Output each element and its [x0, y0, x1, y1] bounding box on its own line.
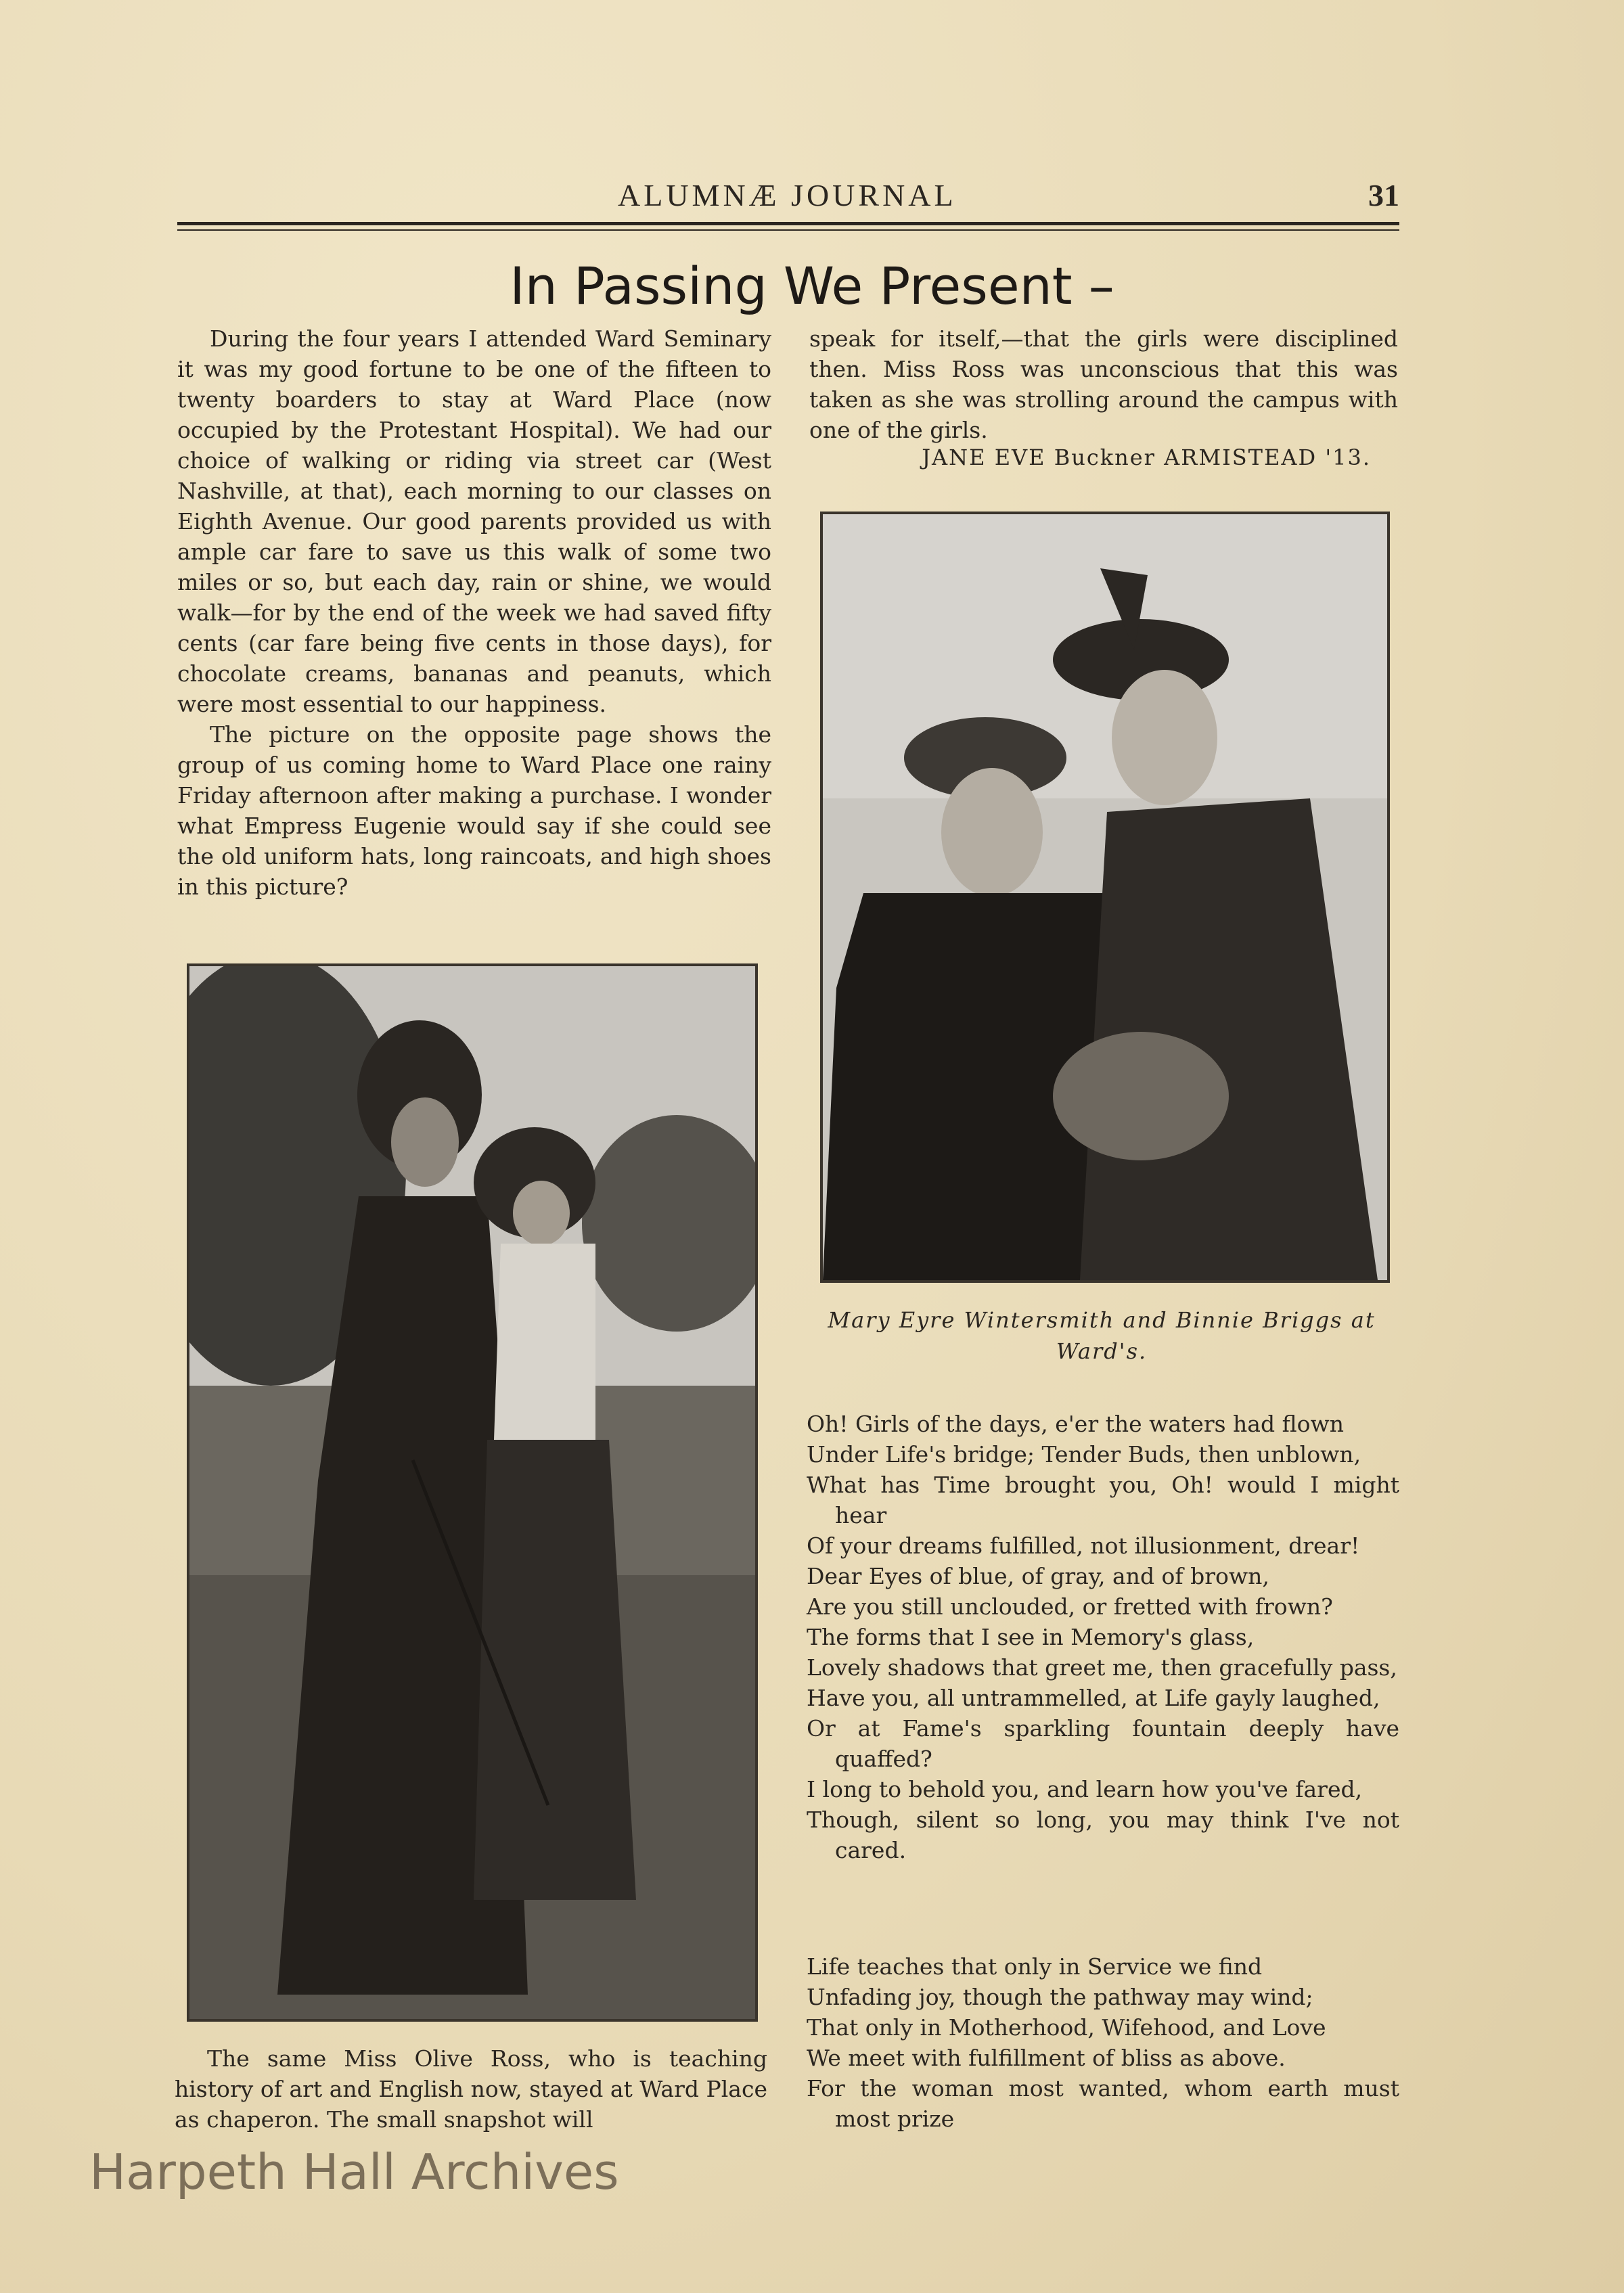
photo-caption: Mary Eyre Wintersmith and Binnie Briggs at Ward's. — [828, 1307, 1376, 1364]
poem-line: For the woman most wanted, whom earth must most prize — [807, 2075, 1399, 2132]
poem-line: Or at Fame's sparkling fountain deeply have quaffed? — [807, 1715, 1399, 1772]
author-signature: JANE EVE Buckner ARMISTEAD '13. — [922, 445, 1371, 470]
page-number: 31 — [1368, 178, 1399, 212]
paragraph: The same Miss Olive Ross, who is teaching history of art and English now, stayed at Ward Place as chaperon. The small snapshot will — [175, 2045, 767, 2133]
poem-line: Life teaches that only in Service we find — [807, 1953, 1263, 1980]
poem-line: What has Time brought you, Oh! would I might hear — [807, 1472, 1399, 1528]
archive-watermark: Harpeth Hall Archives — [89, 2143, 619, 2200]
paragraph: The picture on the opposite page shows the group of us coming home to Ward Place one rainy Friday afternoon after making a purchase. I wonder what Empress Eugenie would say if she could see the old uniform hats, long raincoats, and high shoes in this picture? — [177, 721, 771, 900]
photo-wintersmith-and-briggs — [820, 512, 1390, 1283]
poem-line: Oh! Girls of the days, e'er the waters had flown — [807, 1411, 1344, 1437]
poem-line: Have you, all untrammelled, at Life gayly laughed, — [807, 1685, 1380, 1711]
left-column-bottom-text — [175, 2043, 767, 2135]
poem-stanza-2 — [807, 1951, 1399, 2134]
poem-line: We meet with fulfillment of bliss as above. — [807, 2045, 1286, 2071]
left-column-text — [177, 323, 771, 902]
right-column-continuation — [809, 323, 1398, 445]
poem-line: I long to behold you, and learn how you've fared, — [807, 1776, 1363, 1802]
poem-line: The forms that I see in Memory's glass, — [807, 1624, 1255, 1650]
photo-left-image — [189, 966, 755, 2019]
poem-stanza-1 — [807, 1409, 1399, 1865]
article-title: In Passing We Present – — [510, 256, 1114, 316]
poem-line: Under Life's bridge; Tender Buds, then unblown, — [807, 1441, 1361, 1468]
poem-line: Of your dreams fulfilled, not illusionment, drear! — [807, 1533, 1360, 1559]
poem-line: Are you still unclouded, or fretted with frown? — [807, 1593, 1333, 1620]
header-rule-thin — [177, 229, 1399, 231]
poem-line: Dear Eyes of blue, of gray, and of brown, — [807, 1563, 1269, 1589]
paragraph: During the four years I attended Ward Seminary it was my good fortune to be one of the fifteen to twenty boarders to stay at Ward Place (now occupied by the Protestant Hospital). We had our choice of walking or riding via street car (West Nashville, at that), each morning to our classes on Eighth Avenue. Our good parents provided us with ample car fare to save us this walk of some two miles or so, but each day, rain or shine, we would walk—for by the end of the week we had saved fifty cents (car fare being five cents in those days), for chocolate creams, bananas and peanuts, which were most essential to our happiness. — [177, 325, 771, 717]
poem-line: Unfading joy, though the pathway may wind; — [807, 1984, 1313, 2010]
journal-title: ALUMNÆ JOURNAL — [618, 178, 957, 212]
photo-right-image — [823, 514, 1387, 1280]
photo-miss-ross-and-girl — [187, 963, 758, 2022]
poem-line: That only in Motherhood, Wifehood, and Love — [807, 2014, 1326, 2041]
header-rule — [177, 222, 1399, 225]
poem-line: Lovely shadows that greet me, then gracefully pass, — [807, 1654, 1397, 1681]
poem-line: Though, silent so long, you may think I've not cared. — [807, 1807, 1399, 1863]
paragraph: speak for itself,—that the girls were disciplined then. Miss Ross was unconscious that this was taken as she was strolling around the campus with one of the girls. — [809, 325, 1398, 443]
